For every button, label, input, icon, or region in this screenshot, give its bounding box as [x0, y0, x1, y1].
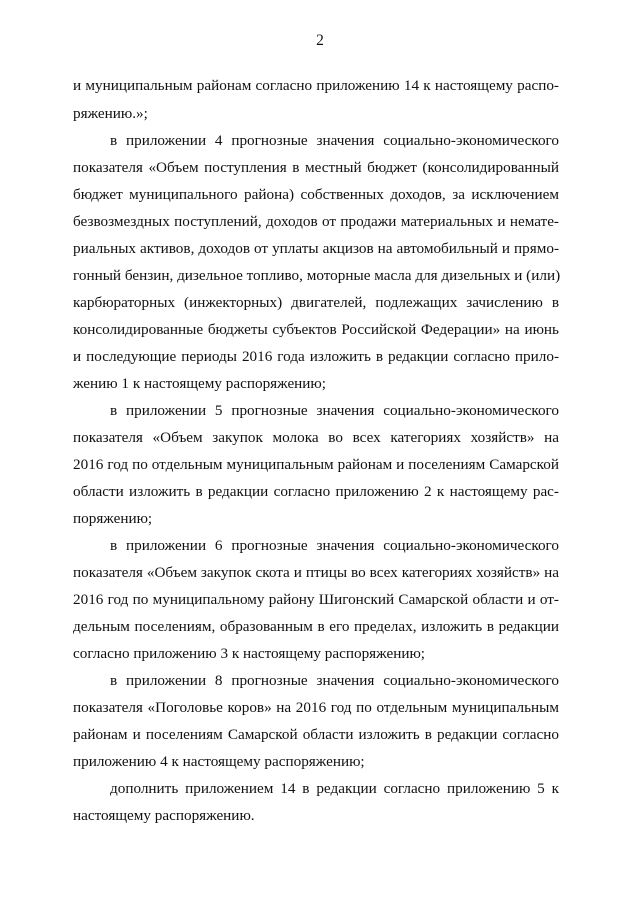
text-line: консолидированные бюджеты субъектов Российской Федерации» на июнь: [73, 321, 559, 338]
text-line: бюджет муниципального района) собственных доходов, за исключением: [73, 186, 559, 203]
paragraph-first-line: в приложении 5 прогнозные значения социально-экономического: [110, 402, 559, 419]
text-line: 2016 год по муниципальному району Шигонский Самарской области и от-: [73, 591, 559, 608]
text-line: районам и поселениям Самарской области изложить в редакции согласно: [73, 726, 559, 743]
paragraph-first-line: дополнить приложением 14 в редакции согласно приложению 5 к: [110, 780, 559, 797]
text-line: и муниципальным районам согласно приложению 14 к настоящему распо-: [73, 77, 559, 94]
text-line: безвозмездных поступлений, доходов от продажи материальных и немате-: [73, 213, 559, 230]
text-line: 2016 год по отдельным муниципальным районам и поселениям Самарской: [73, 456, 559, 473]
paragraph-first-line: в приложении 4 прогнозные значения социально-экономического: [110, 132, 559, 149]
text-line: карбюраторных (инжекторных) двигателей, подлежащих зачислению в: [73, 294, 559, 311]
text-line: приложению 4 к настоящему распоряжению;: [73, 753, 365, 770]
text-line: гонный бензин, дизельное топливо, моторные масла для дизельных и (или): [73, 267, 561, 284]
text-line: показателя «Объем поступления в местный бюджет (консолидированный: [73, 159, 559, 176]
text-line: жению 1 к настоящему распоряжению;: [73, 375, 327, 392]
text-line: области изложить в редакции согласно приложению 2 к настоящему рас-: [73, 483, 559, 500]
text-line: дельным поселениям, образованным в его пределах, изложить в редакции: [73, 618, 559, 635]
text-line: риальных активов, доходов от уплаты акцизов на автомобильный и прямо-: [73, 240, 559, 257]
text-line: настоящему распоряжению.: [73, 807, 255, 824]
paragraph-first-line: в приложении 6 прогнозные значения социально-экономического: [110, 537, 559, 554]
text-line: показателя «Объем закупок скота и птицы во всех категориях хозяйств» на: [73, 564, 559, 581]
page-number: 2: [316, 32, 324, 49]
text-line: согласно приложению 3 к настоящему распоряжению;: [73, 645, 426, 662]
paragraph-first-line: в приложении 8 прогнозные значения социально-экономического: [110, 672, 559, 689]
text-line: показателя «Объем закупок молока во всех категориях хозяйств» на: [73, 429, 559, 446]
text-line: ряжению.»;: [73, 105, 148, 122]
text-line: и последующие периоды 2016 года изложить в редакции согласно прило-: [73, 348, 559, 365]
text-line: поряжению;: [73, 510, 153, 527]
text-line: показателя «Поголовье коров» на 2016 год по отдельным муниципальным: [73, 699, 559, 716]
